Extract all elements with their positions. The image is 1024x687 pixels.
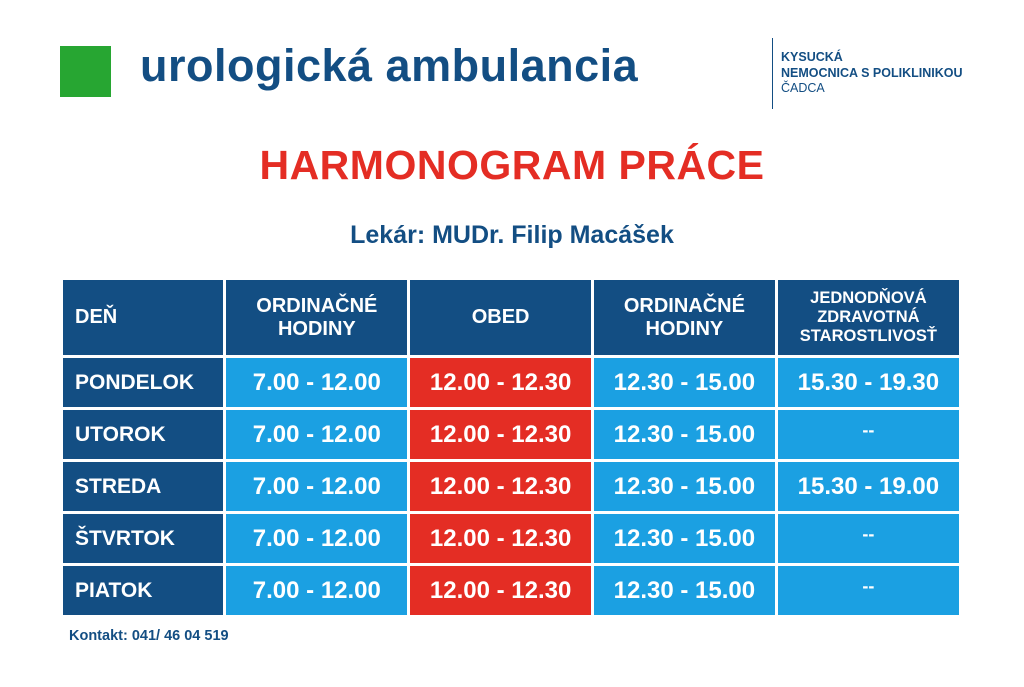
- header-day-care-line-1: JEDNODŇOVÁ: [810, 289, 927, 307]
- header-day-care: [778, 280, 959, 355]
- schedule-table: [60, 277, 962, 618]
- header-office-hours-1: [226, 280, 407, 355]
- lunch-cell: 12.00 - 12.30: [410, 514, 591, 563]
- office-hours-cell: 7.00 - 12.00: [226, 566, 407, 615]
- header-day-care-line-2: ZDRAVOTNÁ: [817, 308, 920, 326]
- lunch-cell: 12.00 - 12.30: [410, 566, 591, 615]
- office-hours-cell: 12.30 - 15.00: [594, 410, 775, 459]
- header-day: DEŇ: [63, 280, 223, 355]
- day-care-cell: --: [778, 514, 959, 563]
- lunch-cell: 12.00 - 12.30: [410, 462, 591, 511]
- office-hours-cell: 12.30 - 15.00: [594, 566, 775, 615]
- doctor-name: Lekár: MUDr. Filip Macášek: [350, 221, 674, 249]
- office-hours-cell: 7.00 - 12.00: [226, 462, 407, 511]
- office-hours-cell: 7.00 - 12.00: [226, 410, 407, 459]
- day-cell: STREDA: [63, 462, 223, 511]
- table-row: [63, 514, 959, 563]
- day-care-cell: --: [778, 410, 959, 459]
- office-hours-cell: 12.30 - 15.00: [594, 358, 775, 407]
- day-cell: PONDELOK: [63, 358, 223, 407]
- header-day-care-line-3: STAROSTLIVOSŤ: [799, 327, 937, 345]
- header-office-hours-1-line-2: HODINY: [277, 317, 356, 340]
- hospital-line-3: ČADCA: [781, 81, 825, 95]
- day-cell: UTOROK: [63, 410, 223, 459]
- lunch-cell: 12.00 - 12.30: [410, 358, 591, 407]
- header-office-hours-1-line-1: ORDINAČNÉ: [256, 294, 378, 317]
- table-header-row: [63, 280, 959, 355]
- header-divider: [772, 38, 773, 109]
- header-office-hours-2: [594, 280, 775, 355]
- office-hours-cell: 7.00 - 12.00: [226, 358, 407, 407]
- day-care-cell: 15.30 - 19.30: [778, 358, 959, 407]
- day-care-cell: --: [778, 566, 959, 615]
- contact-info: Kontakt: 041/ 46 04 519: [69, 628, 229, 644]
- header-lunch: OBED: [410, 280, 591, 355]
- office-hours-cell: 7.00 - 12.00: [226, 514, 407, 563]
- hospital-name: [781, 50, 962, 97]
- hospital-line-1: KYSUCKÁ: [781, 50, 843, 64]
- day-care-cell: 15.30 - 19.00: [778, 462, 959, 511]
- office-hours-cell: 12.30 - 15.00: [594, 462, 775, 511]
- hospital-line-2: NEMOCNICA S POLIKLINIKOU: [781, 65, 963, 80]
- page-title: urologická ambulancia: [140, 40, 639, 91]
- header-office-hours-2-line-2: HODINY: [645, 317, 724, 340]
- table-row: [63, 566, 959, 615]
- header-office-hours-2-line-1: ORDINAČNÉ: [623, 294, 745, 317]
- table-row: [63, 410, 959, 459]
- table-row: [63, 358, 959, 407]
- day-cell: PIATOK: [63, 566, 223, 615]
- logo-square-icon: [60, 46, 111, 97]
- day-cell: ŠTVRTOK: [63, 514, 223, 563]
- table-row: [63, 462, 959, 511]
- schedule-title: HARMONOGRAM PRÁCE: [259, 142, 765, 188]
- office-hours-cell: 12.30 - 15.00: [594, 514, 775, 563]
- lunch-cell: 12.00 - 12.30: [410, 410, 591, 459]
